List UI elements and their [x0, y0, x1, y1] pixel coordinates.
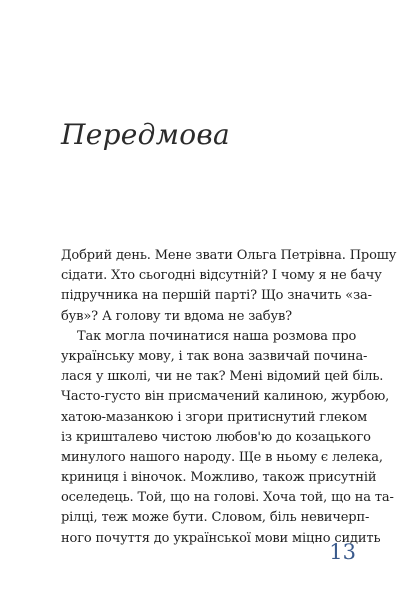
paragraph-2-line: українську мову, і так вона зазвичай почина-	[61, 348, 368, 364]
paragraph-2-line: Так могла починатися наша розмова про	[77, 328, 357, 344]
paragraph-1-line: сідати. Хто сьогодні відсутній? І чому я не бачу	[61, 268, 382, 284]
paragraph-1-line: Добрий день. Мене звати Ольга Петрівна. Прошу	[61, 248, 397, 263]
page-number: 13	[329, 540, 356, 564]
paragraph-2-line: рілці, теж може бути. Словом, біль невичерп-	[61, 510, 370, 526]
paragraph-2-line: криниця і віночок. Можливо, також присутній	[61, 470, 377, 486]
paragraph-2-line: ного почуття до української мови міцно сидить	[61, 530, 381, 546]
paragraph-2-line: хатою-мазанкою і згори притиснутий глеком	[61, 409, 368, 425]
paragraph-2-line: із кришталево чистою любов'ю до козацького	[61, 429, 371, 445]
paragraph-1-line: був»? А голову ти вдома не забув?	[61, 308, 292, 324]
paragraph-2-line: минулого нашого народу. Ще в ньому є лелека,	[61, 449, 383, 465]
body-text	[61, 246, 397, 549]
paragraph-2-line: лася у школі, чи не так? Мені відомий цей біль.	[61, 369, 384, 385]
chapter-title: Передмова	[61, 118, 230, 151]
paragraph-2-line: Часто-густо він присмачений калиною, журбою,	[61, 389, 390, 405]
paragraph-2-line: оселедець. Той, що на голові. Хоча той, що на та-	[61, 490, 394, 506]
paragraph-1-line: підручника на першій парті? Що значить «за-	[61, 288, 372, 304]
